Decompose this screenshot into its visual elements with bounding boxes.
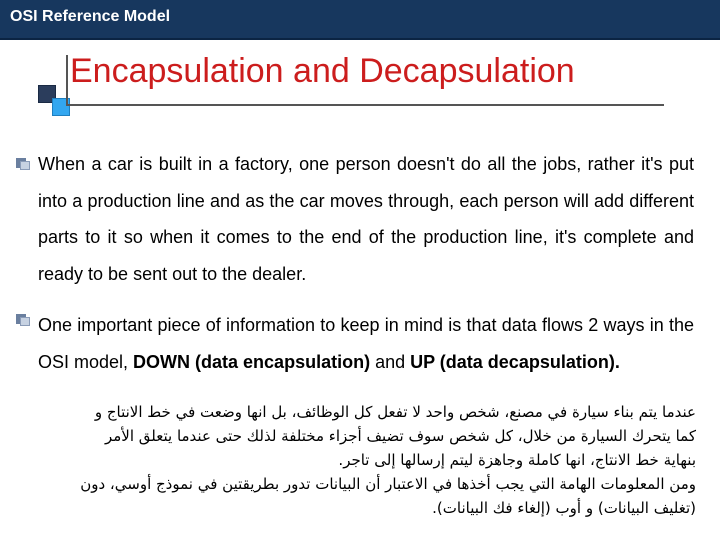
header-title: OSI Reference Model [10, 8, 171, 25]
bullet-2-bold-down: DOWN (data encapsulation) [133, 351, 371, 372]
bullet-2-bold-up: UP (data decapsulation). [410, 351, 620, 372]
arabic-line-3: بنهاية خط الانتاج، انها كاملة وجاهزة ليتم إرسالها إلى تاجر. [338, 451, 696, 469]
header-bar [0, 0, 720, 40]
bullet-paragraph-2 [38, 307, 694, 380]
bullet-icon [16, 158, 30, 170]
title-rule-vertical [66, 55, 68, 105]
arabic-line-4: ومن المعلومات الهامة التي يجب أخذها في الاعتبار أن البيانات تدور بطريقتين في نموذج أوسي، دون [80, 475, 696, 493]
bullet-icon [16, 314, 30, 326]
title-rule-horizontal [66, 104, 664, 106]
arabic-line-1: عندما يتم بناء سيارة في مصنع، شخص واحد لا تفعل كل الوظائف، بل انها وضعت في خط الانتاج و [94, 403, 696, 421]
arabic-translation [80, 400, 696, 520]
bullet-2-text: One important piece of information to keep in mind is that data flows 2 ways in the OSI model, [38, 315, 694, 372]
arabic-line-5: (تغليف البيانات) و أوب (إلغاء فك البيانات). [432, 499, 696, 517]
slide-title: Encapsulation and Decapsulation [70, 52, 575, 90]
bullet-paragraph-1: When a car is built in a factory, one person doesn't do all the jobs, rather it's put into a production line and as the car moves through, each person will add different parts to it so when it comes to the end of the production line, it's complete and ready to be sent out to the dealer. [38, 154, 694, 284]
bullet-2-middle: and [370, 351, 411, 372]
arabic-line-2: كما يتحرك السيارة من خلال، كل شخص سوف تضيف أجزاء مختلفة لذلك حتى عندما يتعلق الأمر [104, 427, 696, 445]
